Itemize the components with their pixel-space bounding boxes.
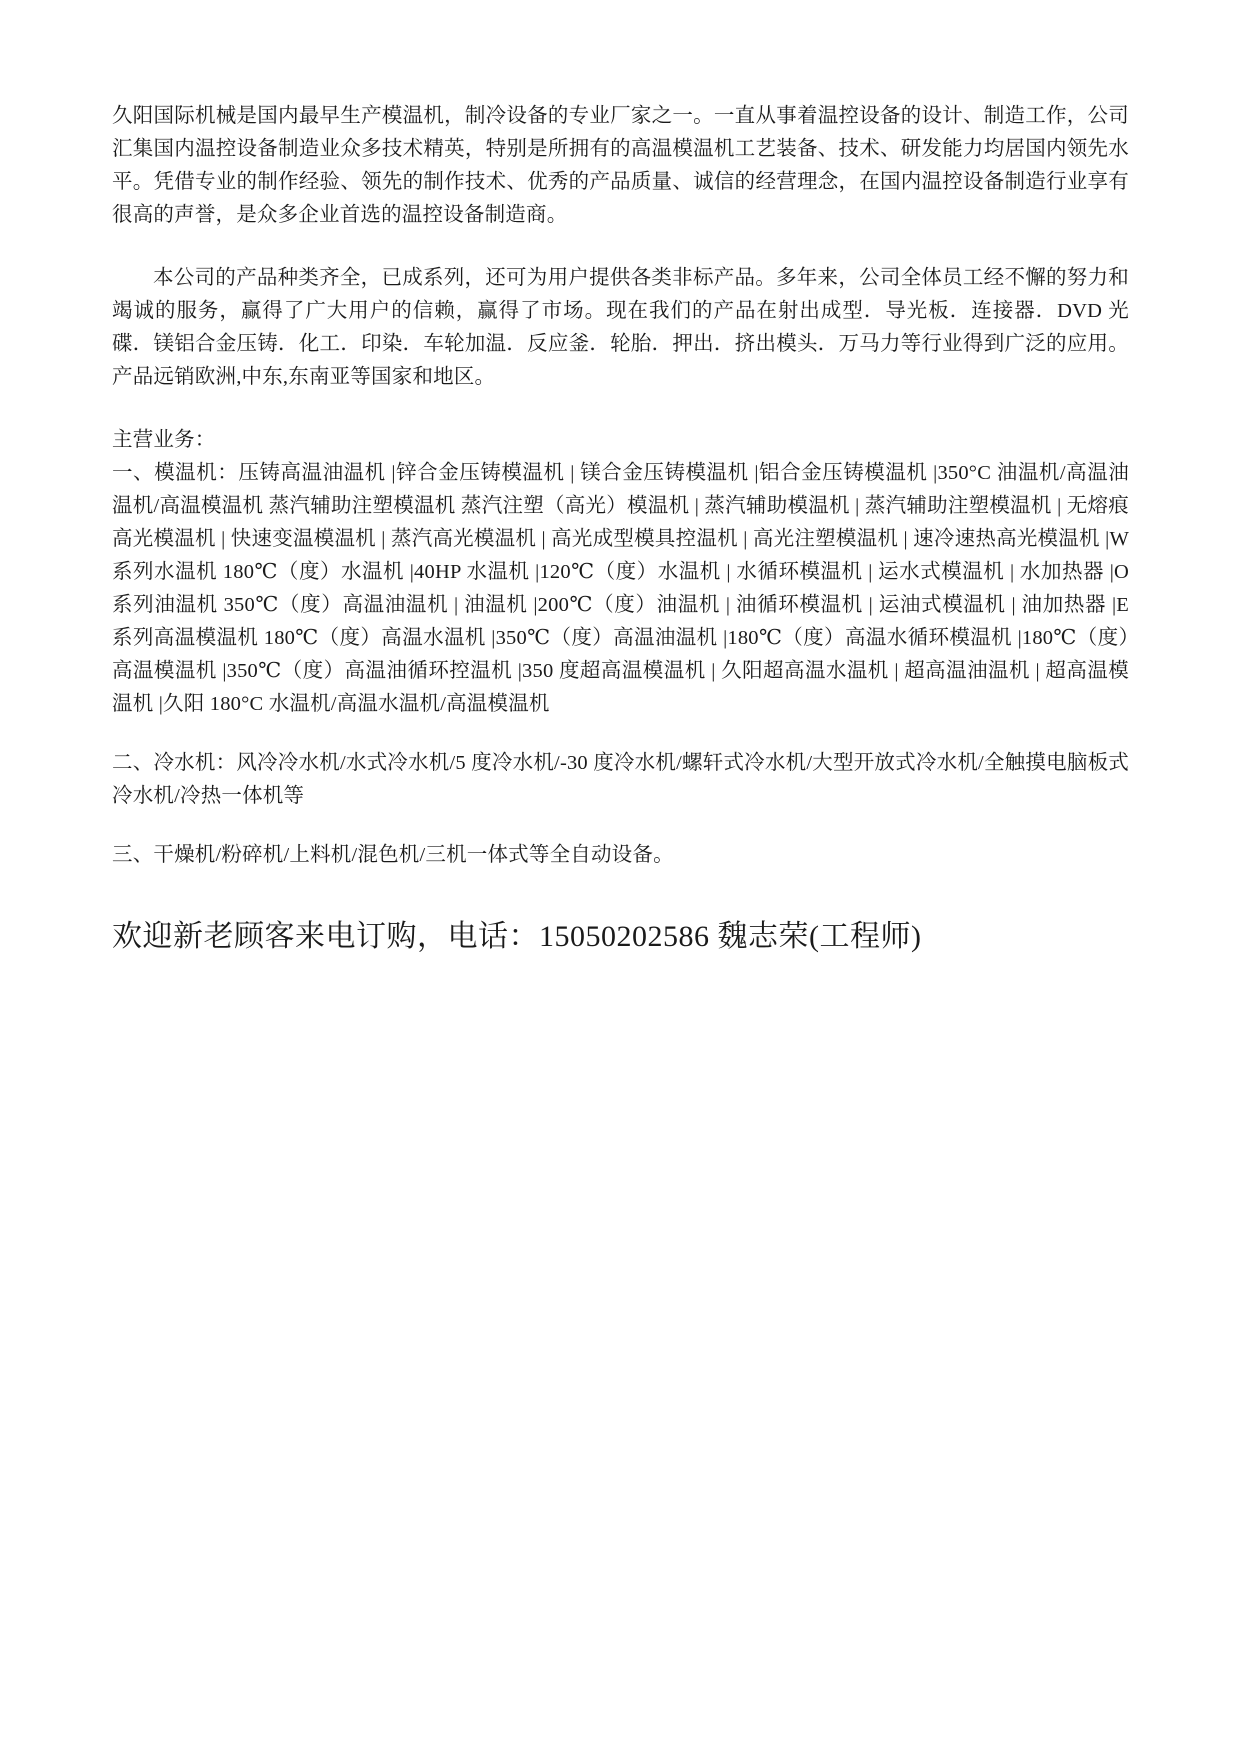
spacer: [112, 813, 1129, 839]
business-item-two: 二、冷水机：风冷冷水机/水式冷水机/5 度冷水机/-30 度冷水机/螺轩式冷水机/大型开放式冷水机/全触摸电脑板式冷水机/冷热一体机等: [112, 752, 1129, 807]
business-list: [112, 457, 1129, 872]
intro-paragraph: 久阳国际机械是国内最早生产模温机，制冷设备的专业厂家之一。一直从事着温控设备的设计、制造工作，公司汇集国内温控设备制造业众多技术精英，特别是所拥有的高温模温机工艺装备、技术、研发能力均居国内领先水平。凭借专业的制作经验、领先的制作技术、优秀的产品质量、诚信的经营理念，在国内温控设备制造行业享有很高的声誉，是众多企业首选的温控设备制造商。: [112, 105, 1129, 226]
products-paragraph: 本公司的产品种类齐全，已成系列，还可为用户提供各类非标产品。多年来，公司全体员工经不懈的努力和竭诚的服务，赢得了广大用户的信赖，赢得了市场。现在我们的产品在射出成型．导光板．连接器．DVD 光碟．镁铝合金压铸．化工．印染．车轮加温．反应釜．轮胎．押出．挤出模头．万马力等行业得到广泛的应用。产品远销欧洲,中东,东南亚等国家和地区。: [112, 267, 1129, 388]
contact-headline: 欢迎新老顾客来电订购，电话：15050202586 魏志荣(工程师): [112, 920, 922, 953]
spacer: [112, 721, 1129, 747]
business-scope-label: 主营业务：: [112, 429, 216, 451]
spacer: [112, 232, 1129, 262]
business-item-one: 一、模温机：压铸高温油温机 |锌合金压铸模温机 | 镁合金压铸模温机 |铝合金压铸模温机 |350°C 油温机/高温油温机/高温模温机 蒸汽辅助注塑模温机 蒸汽注塑（高光）模温机 | 蒸汽辅助模温机 | 蒸汽辅助注塑模温机 | 无熔痕高光模温机 | 快速变温模温机 | 蒸汽高光模温机 | 高光成型模具控温机 | 高光注塑模温机 | 速冷速热高光模温机 |W 系列水温机 180℃（度）水温机 |40HP 水温机 |120℃（度）水温机 | 水循环模温机 | 运水式模温机 | 水加热器 |O 系列油温机 350℃（度）高温油温机 | 油温机 |200℃（度）油温机 | 油循环模温机 | 运油式模温机 | 油加热器 |E 系列高温模温机 180℃（度）高温水温机 |350℃（度）高温油温机 |180℃（度）高温水循环模温机 |180℃（度）高温模温机 |350℃（度）高温油循环控温机 |350 度超高温模温机 | 久阳超高温水温机 | 超高温油温机 | 超高温模温机 |久阳 180°C 水温机/高温水温机/高温模温机: [112, 462, 1129, 715]
spacer: [112, 394, 1129, 424]
contact-section: [112, 914, 1129, 960]
business-item-three: 三、干燥机/粉碎机/上料机/混色机/三机一体式等全自动设备。: [112, 844, 674, 866]
